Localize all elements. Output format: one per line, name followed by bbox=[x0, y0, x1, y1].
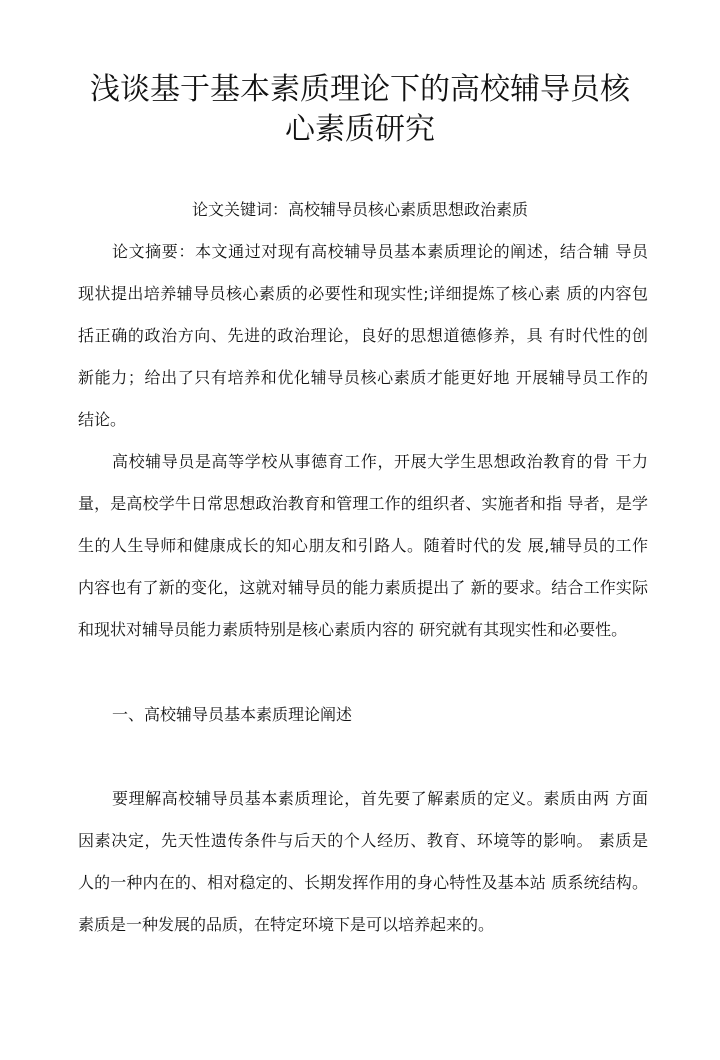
abstract-line: 现状提出培养辅导员核心素质的必要性和现实性;详细提炼了核心素 质的内容包 bbox=[78, 284, 648, 303]
section-line: 因素决定，先天性遗传条件与后天的个人经历、教育、环境等的影响。 素质是 bbox=[78, 831, 648, 850]
title-line-1: 浅谈基于基本素质理论下的高校辅导员核 bbox=[90, 72, 630, 107]
title-line-2: 心素质研究 bbox=[285, 112, 435, 147]
section-line: 素质是一种发展的品质，在特定环境下是可以培养起来的。 bbox=[78, 915, 495, 934]
abstract-line: 括正确的政治方向、先进的政治理论，良好的思想道德修养，具 有时代性的创 bbox=[78, 326, 648, 345]
section-heading: 一、高校辅导员基本素质理论阐述 bbox=[112, 705, 353, 724]
intro-line: 量，是高校学牛日常思想政治教育和管理工作的组织者、实施者和指 导者，是学 bbox=[78, 494, 648, 513]
document-title bbox=[60, 70, 660, 150]
section-line: 人的一种内在的、相对稳定的、长期发挥作用的身心特性及基本站 质系统结构。 bbox=[78, 873, 648, 892]
section-line: 要理解高校辅导员基本素质理论，首先要了解素质的定义。素质由两 方面 bbox=[112, 789, 648, 808]
intro-line: 内容也有了新的变化，这就对辅导员的能力素质提出了 新的要求。结合工作实际 bbox=[78, 578, 648, 597]
abstract-line: 新能力；给出了只有培养和优化辅导员核心素质才能更好地 开展辅导员工作的 bbox=[78, 368, 648, 387]
abstract-line: 论文摘要：本文通过对现有高校辅导员基本素质理论的阐述，结合辅 导员 bbox=[112, 242, 648, 261]
intro-line: 高校辅导员是高等学校从事德育工作，开展大学生思想政治教育的骨 干力 bbox=[112, 452, 648, 471]
keywords-line: 论文关键词：高校辅导员核心素质思想政治素质 bbox=[191, 200, 528, 219]
intro-line: 生的人生导师和健康成长的知心朋友和引路人。随着时代的发 展,辅导员的工作 bbox=[78, 536, 648, 555]
intro-line: 和现状对辅导员能力素质特别是核心素质内容的 研究就有其现实性和必要性。 bbox=[78, 620, 628, 639]
abstract-line: 结论。 bbox=[78, 410, 127, 429]
